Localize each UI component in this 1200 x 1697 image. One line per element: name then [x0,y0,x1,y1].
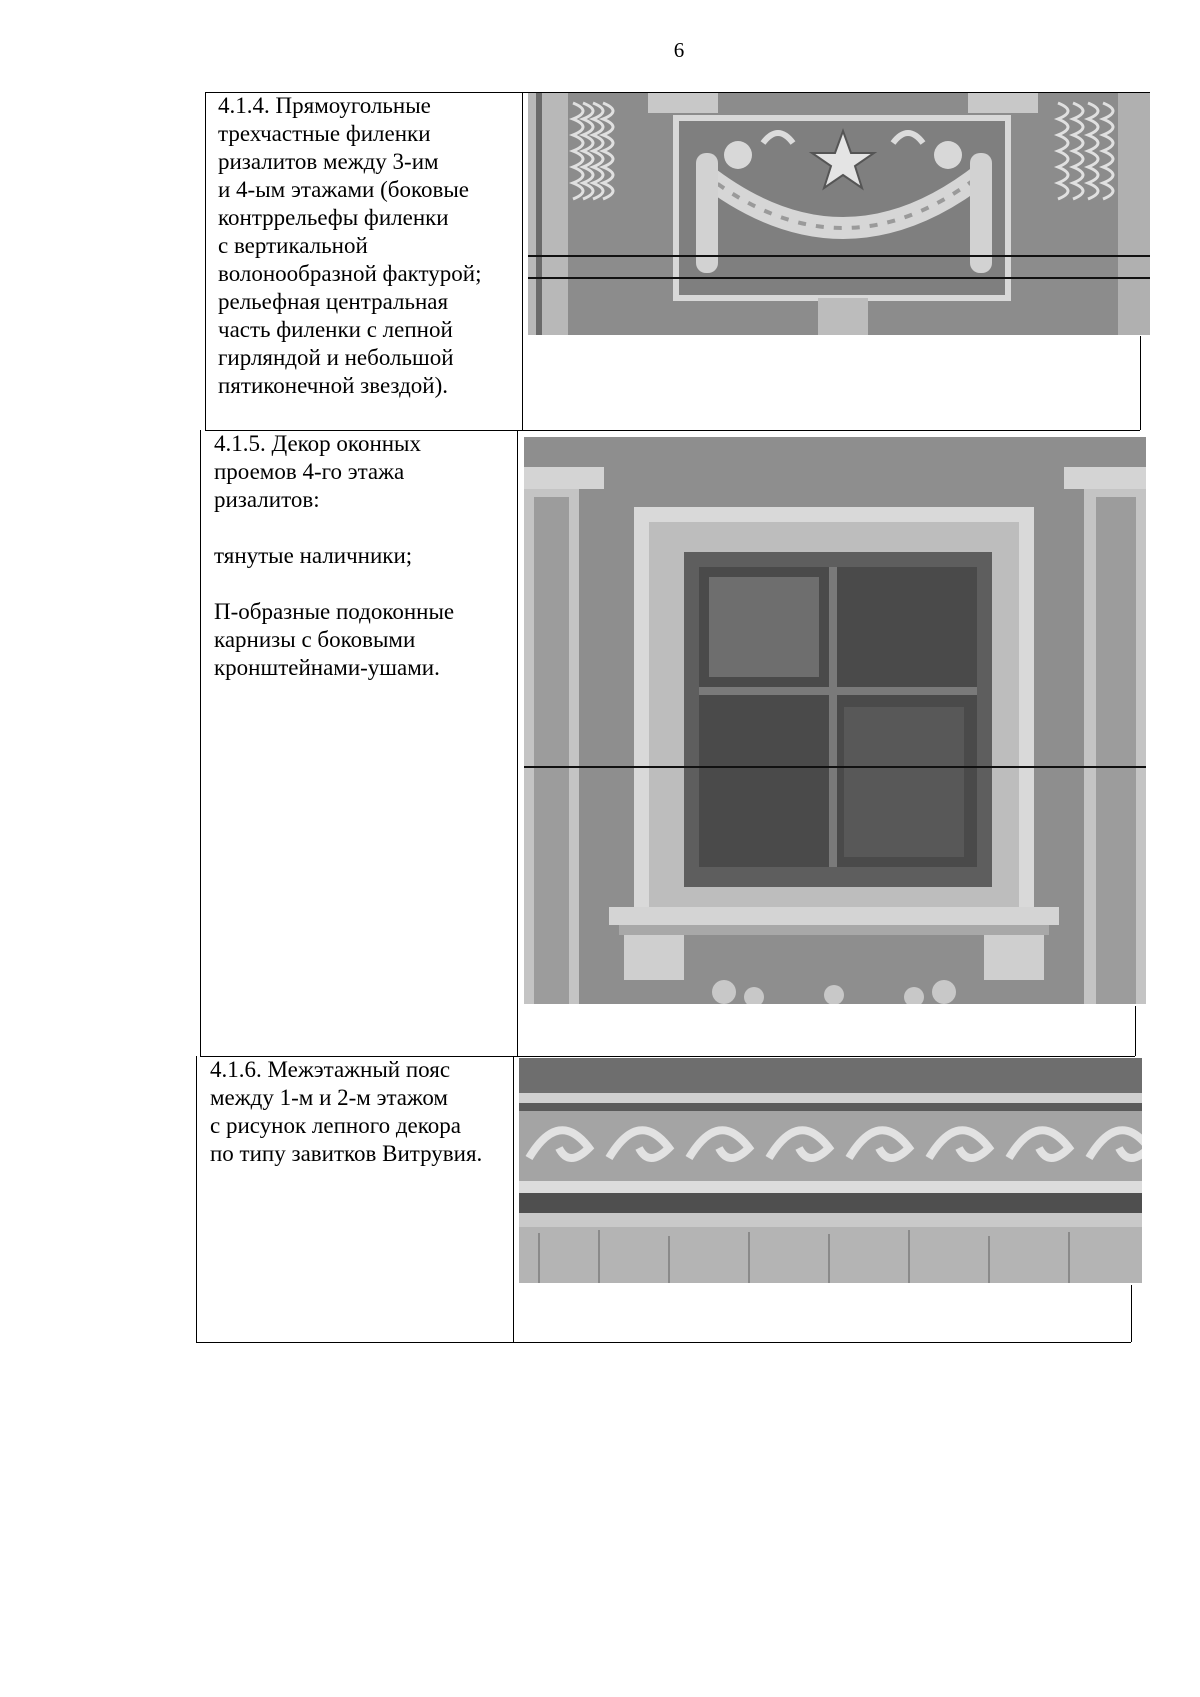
page-number: 6 [673,38,685,62]
row-4-1-6-description [210,1056,482,1168]
description-line: 4.1.5. Декор оконных [214,431,422,456]
description-line: волонообразной фактурой; [218,261,482,286]
row-4-1-5-description [214,430,454,682]
description-line: и 4-ым этажами (боковые [218,177,469,202]
row1-left-border [205,92,206,430]
row3-left-border [196,1056,197,1342]
description-line: часть филенки с лепной [218,317,453,342]
description-line: ризалитов между 3-им [218,149,439,174]
row2-right-border [1135,1006,1136,1056]
description-line: карнизы с боковыми [214,627,416,652]
facade-panel-garland-star-photo [528,93,1150,335]
row3-mid-border [513,1056,514,1342]
description-line: контррельефы филенки [218,205,449,230]
row3-right-border [1131,1285,1132,1342]
description-line: с вертикальной [218,233,368,258]
description-line: П-образные подоконные [214,599,455,624]
row3-bottom-border [196,1342,1131,1343]
row2-left-border [200,430,201,1056]
description-line: по типу завитков Витрувия. [210,1141,483,1166]
description-line: кронштейнами-ушами. [214,655,440,680]
description-line: тянутые наличники; [214,543,413,568]
vitruvian-scroll-frieze-photo [519,1058,1142,1283]
description-line: проемов 4-го этажа [214,459,405,484]
description-line: рельефная центральная [218,289,449,314]
description-line: 4.1.4. Прямоугольные [218,93,431,118]
description-line: пятиконечной звездой). [218,373,449,398]
row1-mid-border [522,92,523,430]
row1-right-border [1140,336,1141,430]
description-line: гирляндой и небольшой [218,345,454,370]
description-line: 4.1.6. Межэтажный пояс [210,1057,451,1082]
description-line: с рисунок лепного декора [210,1113,461,1138]
description-line: между 1-м и 2-м этажом [210,1085,448,1110]
description-line: трехчастные филенки [218,121,431,146]
row2-mid-border [517,430,518,1056]
description-line: ризалитов: [214,487,320,512]
window-surround-photo [524,437,1146,1004]
row-4-1-4-description [218,92,481,400]
